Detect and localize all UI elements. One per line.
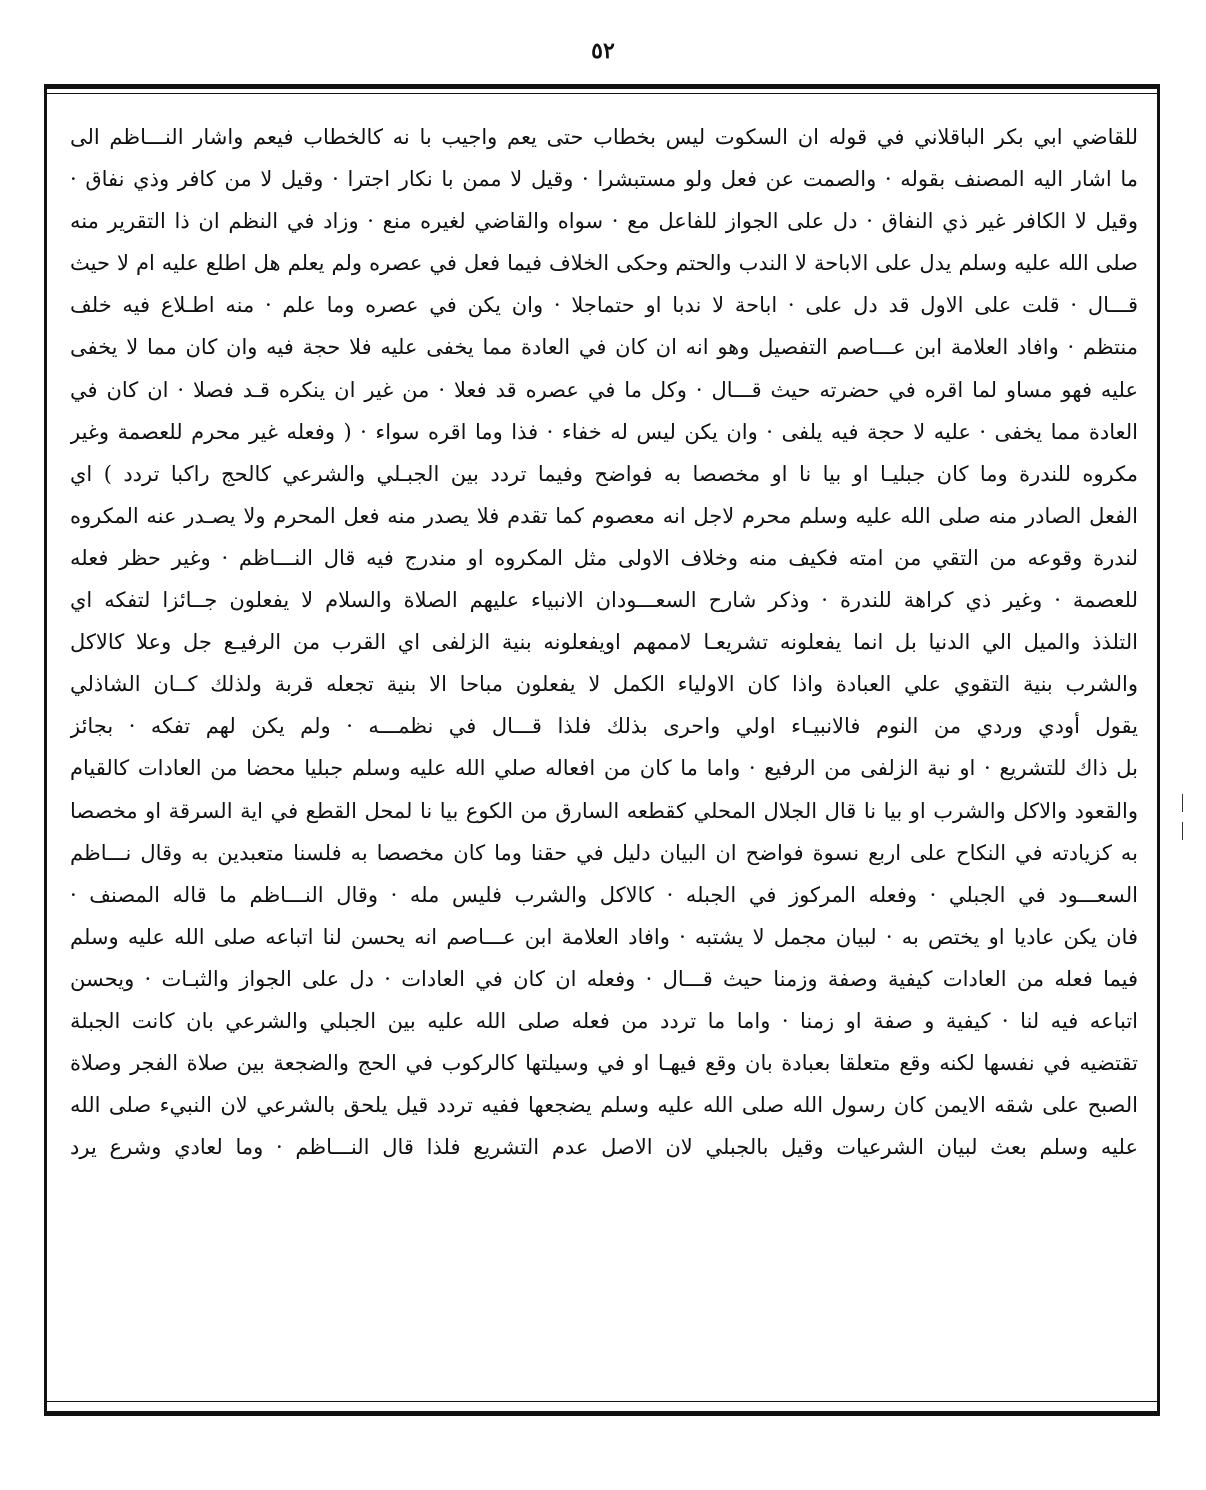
text-line: قـــال · قلت على الاول قد دل على · اباحة لا ندبا او حتماجلا · وان يكن في عصره وما علم · منه اطـلاع فيه خلف bbox=[70, 293, 1138, 318]
bottom-rule-thick bbox=[44, 1411, 1160, 1416]
text-line: اتباعه فيه لنا · كيفية و صفة او زمنا · واما ما تردد من فعله صلى الله عليه بين الجبلي والشرعي بان كانت الجبلة bbox=[70, 1008, 1138, 1033]
text-line: لندرة وقوعه من التقي من امته فكيف منه وخلاف الاولى مثل المكروه او مندرج فيه قال النـــاظم · وغير حظر فعله bbox=[70, 545, 1138, 570]
text-line: والشرب بنية التقوي علي العبادة واذا كان الاولياء الكمل لا يفعلون مباحا الا بنية تجعله قربة ولذلك كــان الشاذلي bbox=[70, 672, 1138, 697]
text-line: والقعود والاكل والشرب او بيا نا قال الجلال المحلي كقطعه السارق من الكوع بيا نا لمحل القطع في اية السرقة او مخصصا bbox=[70, 798, 1138, 823]
text-line: ما اشار اليه المصنف بقوله · والصمت عن فعل ولو مستبشرا · وقيل لا ممن با نكار اجترا · وقيل لا من كافر وذي نفاق · bbox=[70, 167, 1138, 192]
top-rule-thick bbox=[44, 84, 1160, 89]
text-line: للعصمة · وغير ذي كراهة للندرة · وذكر شارح السعـــودان الانبياء عليهم الصلاة والسلام لا يفعلون جــائزا لتفكه اي bbox=[70, 588, 1138, 613]
text-line: فيما فعله من العادات كيفية وصفة وزمنا حيث قـــال · وفعله ان كان في العادات · دل على الجواز والثبـات · ويحسن bbox=[70, 966, 1138, 991]
text-line: الفعل الصادر منه صلى الله عليه وسلم محرم لاجل انه معصوم كما تقدم فلا يصدر منه فعل المحرم ولا يصـدر عنه المكروه bbox=[70, 503, 1138, 528]
text-line: فان يكن عاديا او يختص به · لبيان مجمل لا يشتبه · وافاد العلامة ابن عـــاصم انه يحسن لنا اتباعه صلى الله عليه وسلم bbox=[70, 924, 1138, 949]
text-line: عليه فهو مساو لما اقره في حضرته حيث قـــال · وكل ما في عصره قد فعلا · من غير ان ينكره قـد فصلا · ان كان في bbox=[70, 377, 1138, 402]
margin-note bbox=[1176, 794, 1190, 864]
margin-stroke bbox=[1182, 794, 1183, 812]
left-rule bbox=[44, 84, 47, 1416]
text-line: بل ذاك للتشريع · او نية الزلفى من الرفيع · واما ما كان من افعاله صلي الله عليه وسلم جبليا محضا من العادات كالقيام bbox=[70, 756, 1138, 781]
text-line: صلى الله عليه وسلم يدل على الاباحة لا الندب والحتم وحكى الخلاف فيما فعل في عصره ولم يعلم هل اطلع عليه ام لا حيث bbox=[70, 251, 1138, 276]
text-line: السعـــود في الجبلي · وفعله المركوز في الجبله · كالاكل والشرب فليس مله · وقال النـــاظم ما قاله المصنف · bbox=[70, 882, 1138, 907]
text-line: الصبح على شقه الايمن كان رسول الله صلى الله عليه وسلم يضجعها ففيه تردد قيل يلحق بالشرعي لان النبيء صلى الله bbox=[70, 1093, 1138, 1118]
text-line: عليه وسلم بعث لبيان الشرعيات وقيل بالجبلي لان الاصل عدم التشريع فلذا قال النـــاظم · وما لعادي وشرع يرد bbox=[70, 1135, 1138, 1160]
page-number: ٥٢ bbox=[591, 38, 615, 64]
text-line: للقاضي ابي بكر الباقلاني في قوله ان السكوت ليس بخطاب حتى يعم واجيب با نه كالخطاب فيعم واشار النـــاظم الى bbox=[70, 125, 1138, 149]
text-line: يقول أودي وردي من النوم فالانبيـاء اولي واحرى بذلك فلذا قـــال في نظمـــه · ولم يكن لهم تفكه · بجائز bbox=[70, 714, 1138, 739]
text-line: به كزيادته في النكاح على اربع نسوة فواضح ان البيان دليل في حقنا وما كان مخصصا به فلسنا متعبدين به وقال نـــاظم bbox=[70, 840, 1138, 865]
text-line: وقيل لا الكافر غير ذي النفاق · دل على الجواز للفاعل مع · سواه والقاضي لغيره منع · وزاد في النظم ان ذا التقرير منه bbox=[70, 209, 1138, 234]
text-line: مكروه للندرة وما كان جبليـا او بيا نا او مخصصا به فواضح وفيما تردد بين الجبـلي والشرعي كالحج راكبا تردد ) اي bbox=[70, 461, 1138, 486]
right-rule bbox=[1157, 84, 1160, 1416]
text-line: منتظم · وافاد العلامة ابن عـــاصم التفصيل وهو انه ان كان في العادة مما يخفى عليه فلا حجة فيه وان كان مما لا يخفى bbox=[70, 335, 1138, 360]
bottom-rule-thin bbox=[44, 1401, 1160, 1402]
margin-stroke bbox=[1182, 822, 1183, 840]
body-text bbox=[70, 116, 1138, 1168]
text-line: تقتضيه في نفسها لكنه وقع متعلقا بعبادة بان وقع فيهـا او في وسيلتها كالركوب في الحج والضجعة بين صلاة الفجر وصلاة bbox=[70, 1051, 1138, 1076]
text-line: التلذذ والميل الي الدنيا بل انما يفعلونه تشريعـا لاممهم اويفعلونه بنية الزلفى اي القرب من الرفيـع جل وعلا كالاكل bbox=[70, 630, 1138, 655]
text-line: العادة مما يخفى · عليه لا حجة فيه يلفى · وان يكن ليس له خفاء · فذا وما اقره سواء · ( وفعله غير محرم للعصمة وغير bbox=[70, 419, 1138, 444]
top-rule-thin bbox=[44, 93, 1160, 94]
